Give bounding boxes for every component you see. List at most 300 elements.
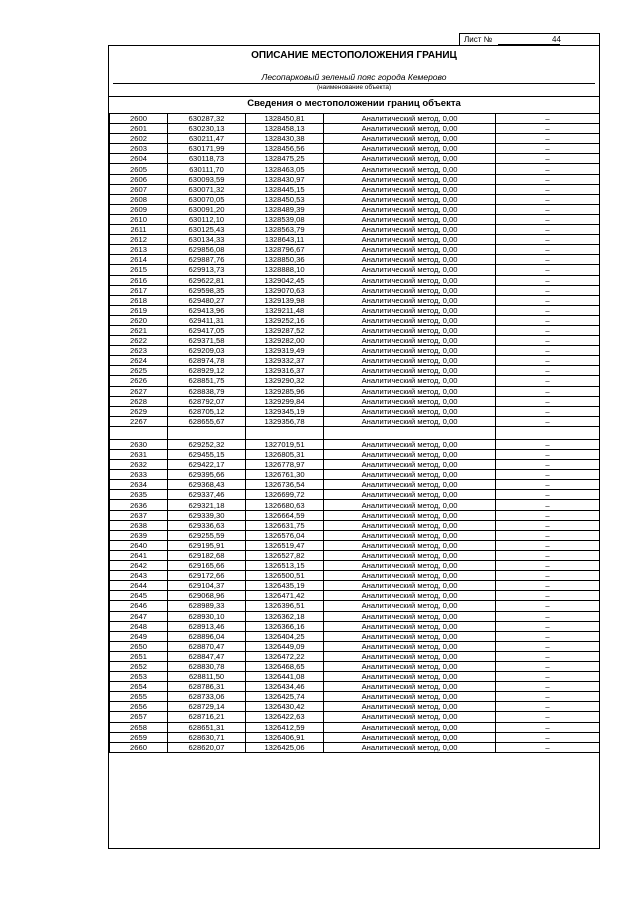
point-number-cell: 2649 <box>110 631 168 641</box>
description-cell: – <box>496 450 600 460</box>
table-row <box>110 204 600 214</box>
y-coordinate-cell: 1328430,38 <box>246 134 324 144</box>
method-accuracy-cell: Аналитический метод, 0,00 <box>324 702 496 712</box>
table-row <box>110 500 600 510</box>
method-accuracy-cell: Аналитический метод, 0,00 <box>324 500 496 510</box>
point-number-cell: 2605 <box>110 164 168 174</box>
description-cell: – <box>496 406 600 416</box>
point-number-cell: 2656 <box>110 702 168 712</box>
point-number-cell: 2624 <box>110 356 168 366</box>
method-accuracy-cell: Аналитический метод, 0,00 <box>324 356 496 366</box>
method-accuracy-cell: Аналитический метод, 0,00 <box>324 571 496 581</box>
method-accuracy-cell: Аналитический метод, 0,00 <box>324 225 496 235</box>
y-coordinate-cell: 1326362,18 <box>246 611 324 621</box>
description-cell <box>496 426 600 439</box>
sheet-label: Лист № <box>464 35 493 44</box>
x-coordinate-cell: 628705,12 <box>168 406 246 416</box>
point-number-cell: 2612 <box>110 235 168 245</box>
x-coordinate-cell: 629413,96 <box>168 305 246 315</box>
table-row <box>110 611 600 621</box>
table-row <box>110 490 600 500</box>
y-coordinate-cell: 1328458,13 <box>246 124 324 134</box>
y-coordinate-cell: 1329211,48 <box>246 305 324 315</box>
point-number-cell: 2606 <box>110 174 168 184</box>
method-accuracy-cell: Аналитический метод, 0,00 <box>324 460 496 470</box>
point-number-cell: 2660 <box>110 742 168 752</box>
y-coordinate-cell: 1326425,06 <box>246 742 324 752</box>
description-cell: – <box>496 571 600 581</box>
table-row <box>110 356 600 366</box>
point-number-cell: 2631 <box>110 450 168 460</box>
point-number-cell: 2638 <box>110 520 168 530</box>
y-coordinate-cell: 1328539,08 <box>246 214 324 224</box>
description-cell: – <box>496 540 600 550</box>
description-cell: – <box>496 641 600 651</box>
y-coordinate-cell: 1328489,39 <box>246 204 324 214</box>
y-coordinate-cell: 1328888,10 <box>246 265 324 275</box>
x-coordinate-cell: 629182,68 <box>168 550 246 560</box>
x-coordinate-cell: 628830,78 <box>168 661 246 671</box>
y-coordinate-cell: 1328850,36 <box>246 255 324 265</box>
y-coordinate-cell: 1329139,98 <box>246 295 324 305</box>
point-number-cell: 2634 <box>110 480 168 490</box>
description-cell: – <box>496 174 600 184</box>
x-coordinate-cell: 629417,05 <box>168 325 246 335</box>
point-number-cell: 2637 <box>110 510 168 520</box>
point-number-cell: 2609 <box>110 204 168 214</box>
table-row <box>110 285 600 295</box>
method-accuracy-cell: Аналитический метод, 0,00 <box>324 470 496 480</box>
description-cell: – <box>496 561 600 571</box>
x-coordinate-cell: 629337,46 <box>168 490 246 500</box>
point-number-cell: 2658 <box>110 722 168 732</box>
y-coordinate-cell: 1329290,32 <box>246 376 324 386</box>
table-row <box>110 470 600 480</box>
y-coordinate-cell: 1326631,75 <box>246 520 324 530</box>
description-cell: – <box>496 396 600 406</box>
table-row <box>110 406 600 416</box>
table-row <box>110 550 600 560</box>
method-accuracy-cell: Аналитический метод, 0,00 <box>324 204 496 214</box>
description-cell: – <box>496 225 600 235</box>
x-coordinate-cell: 628930,10 <box>168 611 246 621</box>
y-coordinate-cell: 1329070,63 <box>246 285 324 295</box>
point-number-cell: 2623 <box>110 346 168 356</box>
y-coordinate-cell: 1326434,46 <box>246 682 324 692</box>
method-accuracy-cell: Аналитический метод, 0,00 <box>324 164 496 174</box>
method-accuracy-cell: Аналитический метод, 0,00 <box>324 742 496 752</box>
method-accuracy-cell: Аналитический метод, 0,00 <box>324 235 496 245</box>
table-row <box>110 510 600 520</box>
description-cell: – <box>496 581 600 591</box>
method-accuracy-cell: Аналитический метод, 0,00 <box>324 439 496 449</box>
x-coordinate-cell: 628786,31 <box>168 682 246 692</box>
y-coordinate-cell: 1328445,15 <box>246 184 324 194</box>
y-coordinate-cell: 1329285,96 <box>246 386 324 396</box>
method-accuracy-cell: Аналитический метод, 0,00 <box>324 174 496 184</box>
x-coordinate-cell: 628620,07 <box>168 742 246 752</box>
description-cell: – <box>496 346 600 356</box>
y-coordinate-cell: 1326412,59 <box>246 722 324 732</box>
x-coordinate-cell: 628651,31 <box>168 722 246 732</box>
table-row <box>110 439 600 449</box>
y-coordinate-cell: 1326435,19 <box>246 581 324 591</box>
description-cell: – <box>496 285 600 295</box>
y-coordinate-cell: 1329332,37 <box>246 356 324 366</box>
method-accuracy-cell: Аналитический метод, 0,00 <box>324 416 496 426</box>
method-accuracy-cell: Аналитический метод, 0,00 <box>324 114 496 124</box>
x-coordinate-cell: 629395,66 <box>168 470 246 480</box>
x-coordinate-cell: 629856,08 <box>168 245 246 255</box>
description-cell: – <box>496 184 600 194</box>
description-cell: – <box>496 651 600 661</box>
point-number-cell: 2627 <box>110 386 168 396</box>
x-coordinate-cell: 629104,37 <box>168 581 246 591</box>
y-coordinate-cell: 1328643,11 <box>246 235 324 245</box>
table-row <box>110 416 600 426</box>
table-row <box>110 194 600 204</box>
x-coordinate-cell: 630070,05 <box>168 194 246 204</box>
y-coordinate-cell: 1326699,72 <box>246 490 324 500</box>
y-coordinate-cell: 1326736,54 <box>246 480 324 490</box>
y-coordinate-cell: 1326441,08 <box>246 672 324 682</box>
description-cell: – <box>496 356 600 366</box>
point-number-cell: 2618 <box>110 295 168 305</box>
table-row <box>110 742 600 752</box>
description-cell: – <box>496 144 600 154</box>
point-number-cell: 2636 <box>110 500 168 510</box>
table-row <box>110 480 600 490</box>
y-coordinate-cell: 1326500,51 <box>246 571 324 581</box>
x-coordinate-cell: 629368,43 <box>168 480 246 490</box>
description-cell: – <box>496 550 600 560</box>
method-accuracy-cell: Аналитический метод, 0,00 <box>324 194 496 204</box>
method-accuracy-cell: Аналитический метод, 0,00 <box>324 611 496 621</box>
method-accuracy-cell: Аналитический метод, 0,00 <box>324 154 496 164</box>
method-accuracy-cell: Аналитический метод, 0,00 <box>324 255 496 265</box>
point-number-cell: 2607 <box>110 184 168 194</box>
coordinates-table <box>109 113 600 753</box>
x-coordinate-cell: 630211,47 <box>168 134 246 144</box>
y-coordinate-cell: 1328450,81 <box>246 114 324 124</box>
method-accuracy-cell: Аналитический метод, 0,00 <box>324 315 496 325</box>
description-cell: – <box>496 702 600 712</box>
point-number-cell: 2621 <box>110 325 168 335</box>
y-coordinate-cell: 1326680,63 <box>246 500 324 510</box>
x-coordinate-cell: 629455,15 <box>168 450 246 460</box>
description-cell: – <box>496 621 600 631</box>
method-accuracy-cell: Аналитический метод, 0,00 <box>324 275 496 285</box>
table-row <box>110 641 600 651</box>
table-row <box>110 386 600 396</box>
description-cell: – <box>496 601 600 611</box>
method-accuracy-cell: Аналитический метод, 0,00 <box>324 722 496 732</box>
point-number-cell: 2646 <box>110 601 168 611</box>
method-accuracy-cell: Аналитический метод, 0,00 <box>324 124 496 134</box>
method-accuracy-cell: Аналитический метод, 0,00 <box>324 295 496 305</box>
table-row <box>110 426 600 439</box>
x-coordinate-cell: 628733,06 <box>168 692 246 702</box>
x-coordinate-cell: 628989,33 <box>168 601 246 611</box>
table-row <box>110 225 600 235</box>
y-coordinate-cell: 1329356,78 <box>246 416 324 426</box>
description-cell: – <box>496 439 600 449</box>
method-accuracy-cell: Аналитический метод, 0,00 <box>324 601 496 611</box>
description-cell: – <box>496 520 600 530</box>
point-number-cell: 2616 <box>110 275 168 285</box>
method-accuracy-cell: Аналитический метод, 0,00 <box>324 732 496 742</box>
description-cell: – <box>496 336 600 346</box>
point-number-cell: 2645 <box>110 591 168 601</box>
x-coordinate-cell: 630071,32 <box>168 184 246 194</box>
description-cell: – <box>496 460 600 470</box>
point-number-cell: 2659 <box>110 732 168 742</box>
point-number-cell: 2635 <box>110 490 168 500</box>
point-number-cell: 2626 <box>110 376 168 386</box>
table-row <box>110 460 600 470</box>
description-cell: – <box>496 631 600 641</box>
table-row <box>110 450 600 460</box>
description-cell: – <box>496 366 600 376</box>
table-row <box>110 631 600 641</box>
boundary-description-frame <box>108 45 600 849</box>
y-coordinate-cell: 1329299,84 <box>246 396 324 406</box>
description-cell: – <box>496 480 600 490</box>
point-number-cell <box>110 426 168 439</box>
x-coordinate-cell: 628896,04 <box>168 631 246 641</box>
x-coordinate-cell: 629422,17 <box>168 460 246 470</box>
object-name: Лесопарковый зеленый пояс города Кемерово <box>261 72 447 82</box>
x-coordinate-cell: 628929,12 <box>168 366 246 376</box>
method-accuracy-cell <box>324 426 496 439</box>
description-cell: – <box>496 265 600 275</box>
table-row <box>110 295 600 305</box>
point-number-cell: 2267 <box>110 416 168 426</box>
y-coordinate-cell: 1326404,25 <box>246 631 324 641</box>
y-coordinate-cell: 1326472,22 <box>246 651 324 661</box>
description-cell: – <box>496 712 600 722</box>
point-number-cell: 2643 <box>110 571 168 581</box>
table-row <box>110 396 600 406</box>
y-coordinate-cell: 1326778,97 <box>246 460 324 470</box>
point-number-cell: 2633 <box>110 470 168 480</box>
x-coordinate-cell: 630230,13 <box>168 124 246 134</box>
point-number-cell: 2610 <box>110 214 168 224</box>
y-coordinate-cell: 1326513,15 <box>246 561 324 571</box>
method-accuracy-cell: Аналитический метод, 0,00 <box>324 376 496 386</box>
point-number-cell: 2619 <box>110 305 168 315</box>
point-number-cell: 2615 <box>110 265 168 275</box>
point-number-cell: 2628 <box>110 396 168 406</box>
description-cell: – <box>496 235 600 245</box>
method-accuracy-cell: Аналитический метод, 0,00 <box>324 520 496 530</box>
x-coordinate-cell: 630134,33 <box>168 235 246 245</box>
y-coordinate-cell: 1326468,65 <box>246 661 324 671</box>
method-accuracy-cell: Аналитический метод, 0,00 <box>324 184 496 194</box>
method-accuracy-cell: Аналитический метод, 0,00 <box>324 712 496 722</box>
method-accuracy-cell: Аналитический метод, 0,00 <box>324 245 496 255</box>
table-row <box>110 530 600 540</box>
table-row <box>110 661 600 671</box>
y-coordinate-cell: 1326805,31 <box>246 450 324 460</box>
sheet-number: 44 <box>552 35 561 44</box>
table-row <box>110 621 600 631</box>
y-coordinate-cell: 1328450,53 <box>246 194 324 204</box>
table-row <box>110 376 600 386</box>
table-row <box>110 346 600 356</box>
table-row <box>110 325 600 335</box>
point-number-cell: 2640 <box>110 540 168 550</box>
description-cell: – <box>496 245 600 255</box>
point-number-cell: 2653 <box>110 672 168 682</box>
method-accuracy-cell: Аналитический метод, 0,00 <box>324 265 496 275</box>
document-title: ОПИСАНИЕ МЕСТОПОЛОЖЕНИЯ ГРАНИЦ <box>251 50 457 61</box>
table-row <box>110 336 600 346</box>
description-cell: – <box>496 530 600 540</box>
table-row <box>110 712 600 722</box>
x-coordinate-cell: 629336,63 <box>168 520 246 530</box>
point-number-cell: 2630 <box>110 439 168 449</box>
description-cell: – <box>496 255 600 265</box>
x-coordinate-cell: 629622,81 <box>168 275 246 285</box>
table-row <box>110 540 600 550</box>
point-number-cell: 2613 <box>110 245 168 255</box>
method-accuracy-cell: Аналитический метод, 0,00 <box>324 134 496 144</box>
table-row <box>110 561 600 571</box>
method-accuracy-cell: Аналитический метод, 0,00 <box>324 490 496 500</box>
y-coordinate-cell: 1329287,52 <box>246 325 324 335</box>
point-number-cell: 2651 <box>110 651 168 661</box>
x-coordinate-cell: 630091,20 <box>168 204 246 214</box>
y-coordinate-cell: 1326519,47 <box>246 540 324 550</box>
point-number-cell: 2642 <box>110 561 168 571</box>
section-title: Сведения о местоположении границ объекта <box>247 98 461 109</box>
table-row <box>110 174 600 184</box>
description-cell: – <box>496 114 600 124</box>
y-coordinate-cell: 1326527,82 <box>246 550 324 560</box>
method-accuracy-cell: Аналитический метод, 0,00 <box>324 621 496 631</box>
method-accuracy-cell: Аналитический метод, 0,00 <box>324 651 496 661</box>
x-coordinate-cell: 629411,31 <box>168 315 246 325</box>
x-coordinate-cell: 630125,43 <box>168 225 246 235</box>
y-coordinate-cell: 1328430,97 <box>246 174 324 184</box>
table-row <box>110 692 600 702</box>
table-row <box>110 581 600 591</box>
point-number-cell: 2655 <box>110 692 168 702</box>
point-number-cell: 2602 <box>110 134 168 144</box>
description-cell: – <box>496 204 600 214</box>
y-coordinate-cell: 1326422,63 <box>246 712 324 722</box>
table-row <box>110 305 600 315</box>
y-coordinate-cell: 1326430,42 <box>246 702 324 712</box>
x-coordinate-cell: 628655,67 <box>168 416 246 426</box>
description-cell: – <box>496 214 600 224</box>
y-coordinate-cell: 1326576,04 <box>246 530 324 540</box>
table-row <box>110 164 600 174</box>
y-coordinate-cell: 1326406,91 <box>246 732 324 742</box>
y-coordinate-cell: 1326449,09 <box>246 641 324 651</box>
x-coordinate-cell: 629209,03 <box>168 346 246 356</box>
x-coordinate-cell: 628838,79 <box>168 386 246 396</box>
method-accuracy-cell: Аналитический метод, 0,00 <box>324 285 496 295</box>
description-cell: – <box>496 315 600 325</box>
table-row <box>110 732 600 742</box>
x-coordinate-cell: 628913,46 <box>168 621 246 631</box>
point-number-cell: 2644 <box>110 581 168 591</box>
description-cell: – <box>496 510 600 520</box>
x-coordinate-cell: 629255,59 <box>168 530 246 540</box>
description-cell: – <box>496 295 600 305</box>
x-coordinate-cell: 630111,70 <box>168 164 246 174</box>
y-coordinate-cell: 1326425,74 <box>246 692 324 702</box>
description-cell: – <box>496 500 600 510</box>
x-coordinate-cell: 629172,66 <box>168 571 246 581</box>
point-number-cell: 2639 <box>110 530 168 540</box>
method-accuracy-cell: Аналитический метод, 0,00 <box>324 386 496 396</box>
method-accuracy-cell: Аналитический метод, 0,00 <box>324 325 496 335</box>
method-accuracy-cell: Аналитический метод, 0,00 <box>324 366 496 376</box>
method-accuracy-cell: Аналитический метод, 0,00 <box>324 346 496 356</box>
x-coordinate-cell: 629887,76 <box>168 255 246 265</box>
point-number-cell: 2604 <box>110 154 168 164</box>
table-row <box>110 672 600 682</box>
description-cell: – <box>496 732 600 742</box>
y-coordinate-cell: 1329252,16 <box>246 315 324 325</box>
point-number-cell: 2629 <box>110 406 168 416</box>
x-coordinate-cell: 629165,66 <box>168 561 246 571</box>
method-accuracy-cell: Аналитический метод, 0,00 <box>324 144 496 154</box>
point-number-cell: 2614 <box>110 255 168 265</box>
method-accuracy-cell: Аналитический метод, 0,00 <box>324 305 496 315</box>
method-accuracy-cell: Аналитический метод, 0,00 <box>324 591 496 601</box>
table-row <box>110 245 600 255</box>
description-cell: – <box>496 386 600 396</box>
description-cell: – <box>496 682 600 692</box>
point-number-cell: 2648 <box>110 621 168 631</box>
point-number-cell: 2654 <box>110 682 168 692</box>
point-number-cell: 2625 <box>110 366 168 376</box>
y-coordinate-cell: 1329316,37 <box>246 366 324 376</box>
x-coordinate-cell: 629252,32 <box>168 439 246 449</box>
table-row <box>110 235 600 245</box>
y-coordinate-cell: 1328796,67 <box>246 245 324 255</box>
x-coordinate-cell: 628974,78 <box>168 356 246 366</box>
description-cell: – <box>496 416 600 426</box>
x-coordinate-cell: 628630,71 <box>168 732 246 742</box>
x-coordinate-cell <box>168 426 246 439</box>
table-row <box>110 265 600 275</box>
description-cell: – <box>496 275 600 285</box>
method-accuracy-cell: Аналитический метод, 0,00 <box>324 530 496 540</box>
description-cell: – <box>496 124 600 134</box>
y-coordinate-cell: 1328463,05 <box>246 164 324 174</box>
x-coordinate-cell: 629339,30 <box>168 510 246 520</box>
x-coordinate-cell: 629068,96 <box>168 591 246 601</box>
description-cell: – <box>496 325 600 335</box>
y-coordinate-cell: 1329042,45 <box>246 275 324 285</box>
y-coordinate-cell: 1326396,51 <box>246 601 324 611</box>
point-number-cell: 2617 <box>110 285 168 295</box>
method-accuracy-cell: Аналитический метод, 0,00 <box>324 550 496 560</box>
y-coordinate-cell: 1329345,19 <box>246 406 324 416</box>
method-accuracy-cell: Аналитический метод, 0,00 <box>324 540 496 550</box>
table-row <box>110 651 600 661</box>
point-number-cell: 2647 <box>110 611 168 621</box>
point-number-cell: 2611 <box>110 225 168 235</box>
description-cell: – <box>496 692 600 702</box>
description-cell: – <box>496 194 600 204</box>
description-cell: – <box>496 490 600 500</box>
